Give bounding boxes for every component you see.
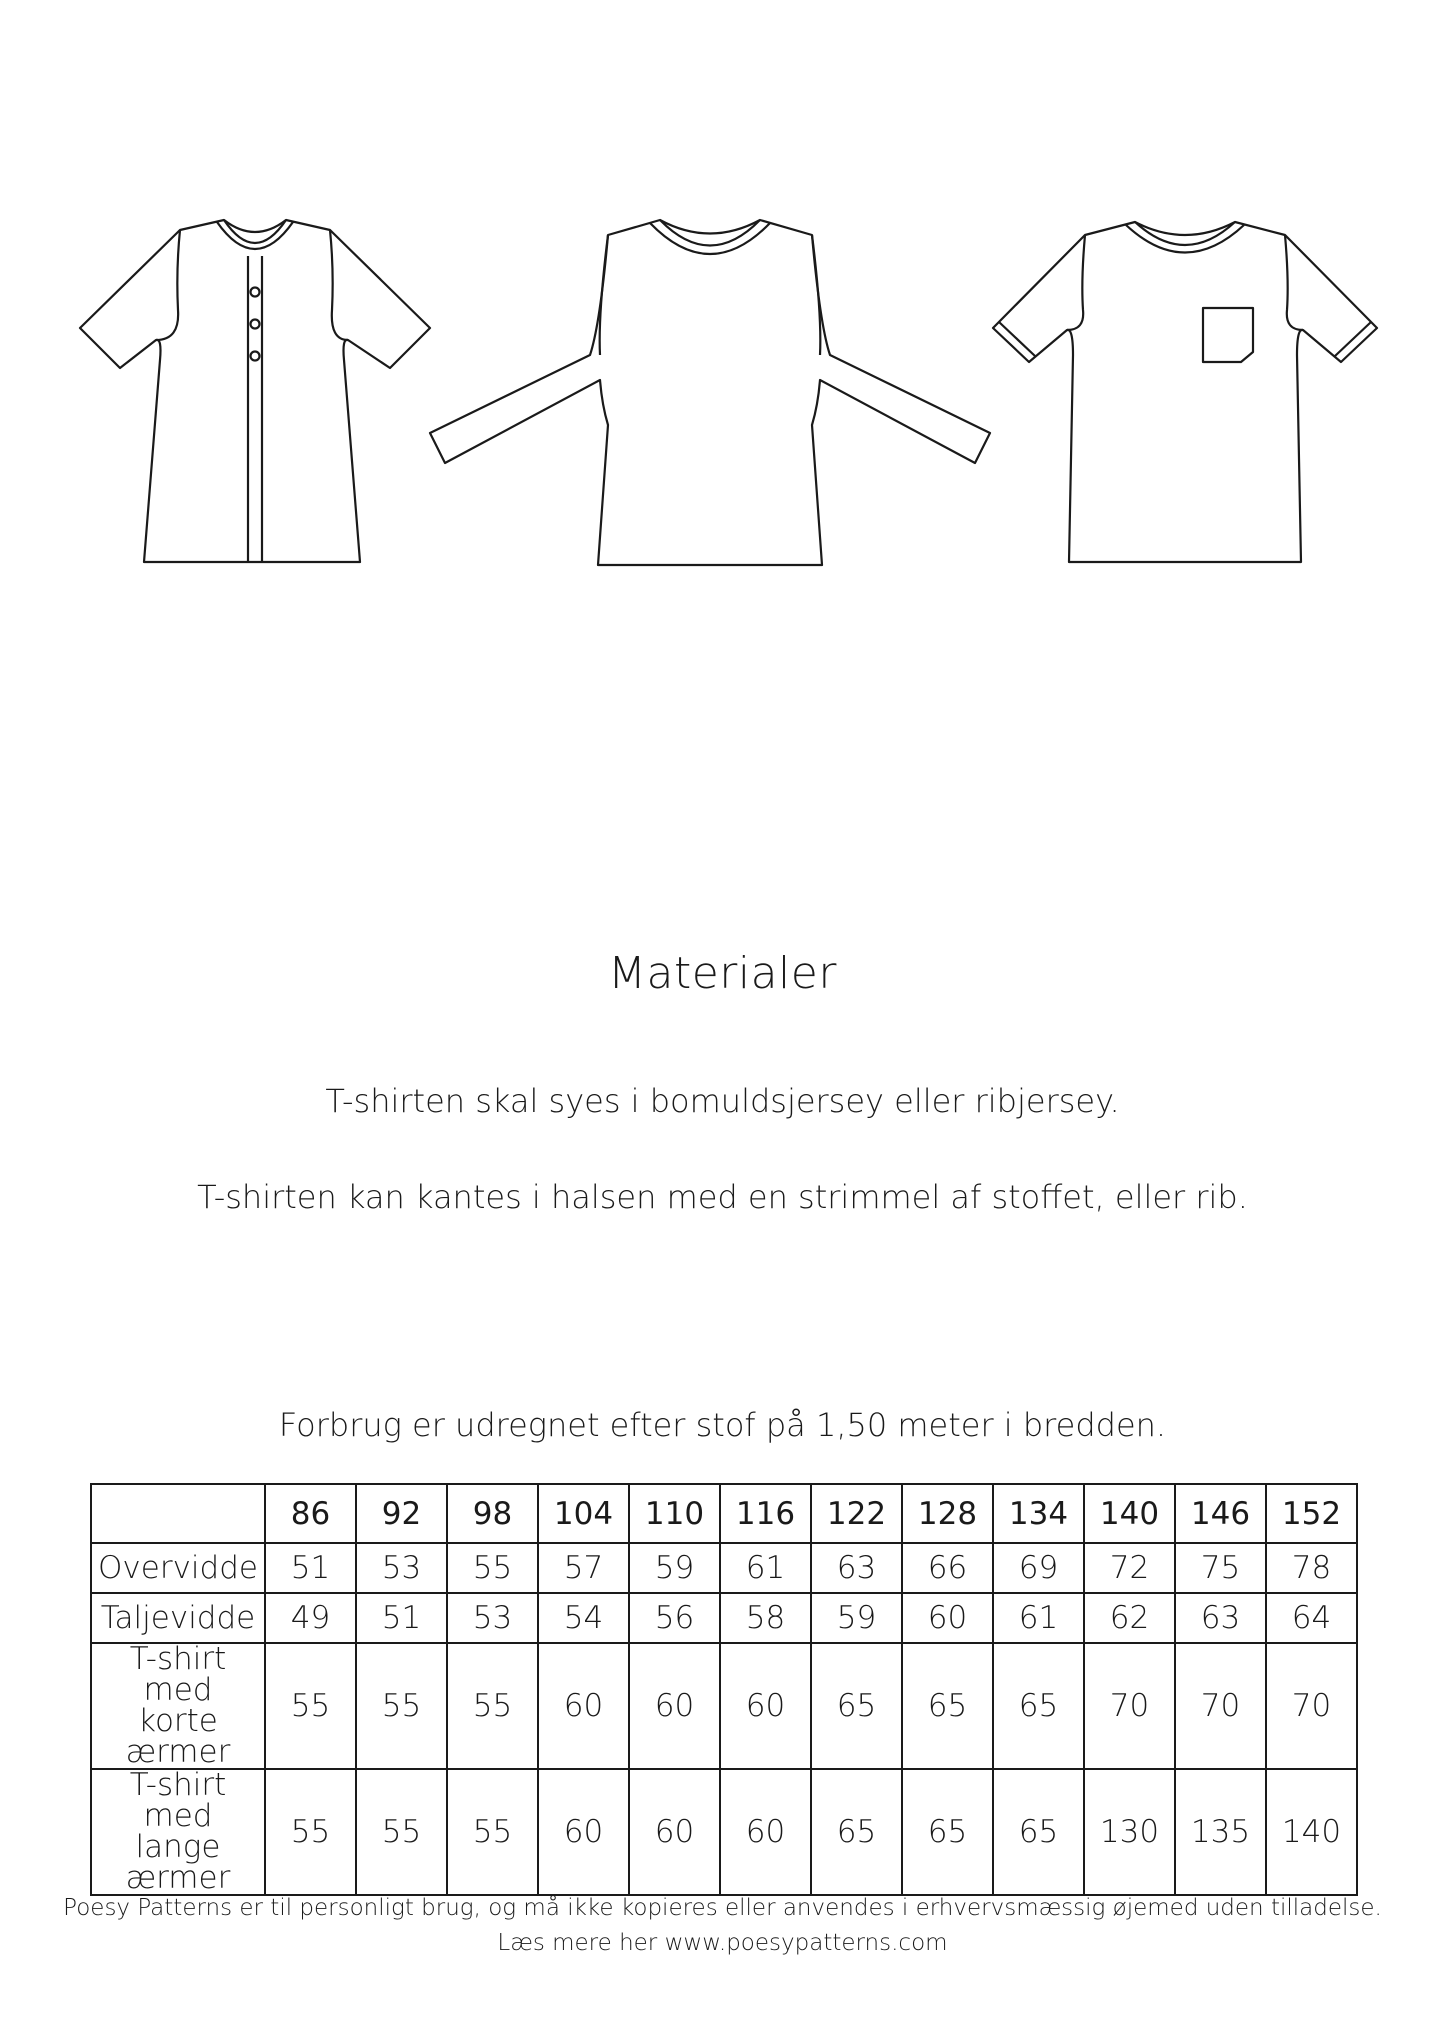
value-cell: 72	[1084, 1543, 1175, 1593]
button-tshirt-illustration	[72, 210, 438, 570]
value-cell: 70	[1084, 1643, 1175, 1769]
size-table	[90, 1483, 1358, 1896]
value-cell: 140	[1266, 1769, 1357, 1895]
value-cell: 60	[629, 1643, 720, 1769]
value-cell: 53	[447, 1593, 538, 1643]
value-cell: 55	[265, 1769, 356, 1895]
size-cell: 104	[538, 1484, 629, 1543]
size-header-row	[91, 1484, 1357, 1543]
value-cell: 69	[993, 1543, 1084, 1593]
pocket-tshirt-illustration	[985, 210, 1385, 570]
table-row	[91, 1593, 1357, 1643]
value-cell: 56	[629, 1593, 720, 1643]
value-cell: 130	[1084, 1769, 1175, 1895]
size-cell: 110	[629, 1484, 720, 1543]
value-cell: 65	[811, 1643, 902, 1769]
row-label-line: T-shirt med	[129, 1767, 227, 1834]
value-cell: 61	[993, 1593, 1084, 1643]
value-cell: 62	[1084, 1593, 1175, 1643]
value-cell: 65	[902, 1643, 993, 1769]
value-cell: 51	[265, 1543, 356, 1593]
value-cell: 60	[629, 1769, 720, 1895]
consumption-text: Forbrug er udregnet efter stof på 1,50 meter i bredden.	[278, 1406, 1167, 1444]
value-cell: 54	[538, 1593, 629, 1643]
value-cell: 60	[720, 1769, 811, 1895]
illustrations	[0, 0, 1445, 620]
value-cell: 63	[1175, 1593, 1266, 1643]
value-cell: 63	[811, 1543, 902, 1593]
value-cell: 55	[447, 1769, 538, 1895]
size-cell: 146	[1175, 1484, 1266, 1543]
longsleeve-tshirt-illustration	[420, 205, 1000, 575]
table-row	[91, 1769, 1357, 1895]
value-cell: 65	[902, 1769, 993, 1895]
size-cell: 116	[720, 1484, 811, 1543]
value-cell: 61	[720, 1543, 811, 1593]
value-cell: 55	[447, 1643, 538, 1769]
size-cell: 86	[265, 1484, 356, 1543]
value-cell: 64	[1266, 1593, 1357, 1643]
value-cell: 55	[447, 1543, 538, 1593]
value-cell: 60	[902, 1593, 993, 1643]
size-cell: 152	[1266, 1484, 1357, 1543]
value-cell: 49	[265, 1593, 356, 1643]
value-cell: 75	[1175, 1543, 1266, 1593]
empty-header-cell	[91, 1484, 265, 1543]
size-cell: 92	[356, 1484, 447, 1543]
size-cell: 128	[902, 1484, 993, 1543]
row-label-line: lange ærmer	[125, 1829, 231, 1896]
row-label-line: T-shirt med	[129, 1641, 227, 1708]
value-cell: 65	[811, 1769, 902, 1895]
value-cell: 65	[993, 1769, 1084, 1895]
value-cell: 70	[1175, 1643, 1266, 1769]
size-cell: 140	[1084, 1484, 1175, 1543]
size-cell: 122	[811, 1484, 902, 1543]
page-title: Materialer	[608, 948, 837, 999]
value-cell: 60	[538, 1643, 629, 1769]
value-cell: 53	[356, 1543, 447, 1593]
value-cell: 65	[993, 1643, 1084, 1769]
row-label	[91, 1643, 265, 1769]
value-cell: 57	[538, 1543, 629, 1593]
value-cell: 58	[720, 1593, 811, 1643]
neckline-text: T-shirten kan kantes i halsen med en strimmel af stoffet, eller rib.	[197, 1178, 1248, 1216]
size-cell: 98	[447, 1484, 538, 1543]
value-cell: 70	[1266, 1643, 1357, 1769]
size-cell: 134	[993, 1484, 1084, 1543]
value-cell: 59	[811, 1593, 902, 1643]
row-label: Overvidde	[91, 1543, 265, 1593]
table-row	[91, 1543, 1357, 1593]
value-cell: 51	[356, 1593, 447, 1643]
value-cell: 59	[629, 1543, 720, 1593]
value-cell: 60	[720, 1643, 811, 1769]
row-label-line: korte ærmer	[125, 1703, 231, 1770]
value-cell: 55	[265, 1643, 356, 1769]
value-cell: 78	[1266, 1543, 1357, 1593]
value-cell: 55	[356, 1769, 447, 1895]
value-cell: 135	[1175, 1769, 1266, 1895]
fabric-text: T-shirten skal syes i bomuldsjersey eller ribjersey.	[325, 1082, 1120, 1120]
table-row	[91, 1643, 1357, 1769]
row-label	[91, 1769, 265, 1895]
row-label: Taljevidde	[91, 1593, 265, 1643]
copyright-notice: Poesy Patterns er til personligt brug, og må ikke kopieres eller anvendes i erhvervsmæssig øjemed uden tilladelse.	[63, 1895, 1382, 1921]
value-cell: 60	[538, 1769, 629, 1895]
website-line: Læs mere her www.poesypatterns.com	[497, 1930, 948, 1956]
value-cell: 66	[902, 1543, 993, 1593]
value-cell: 55	[356, 1643, 447, 1769]
